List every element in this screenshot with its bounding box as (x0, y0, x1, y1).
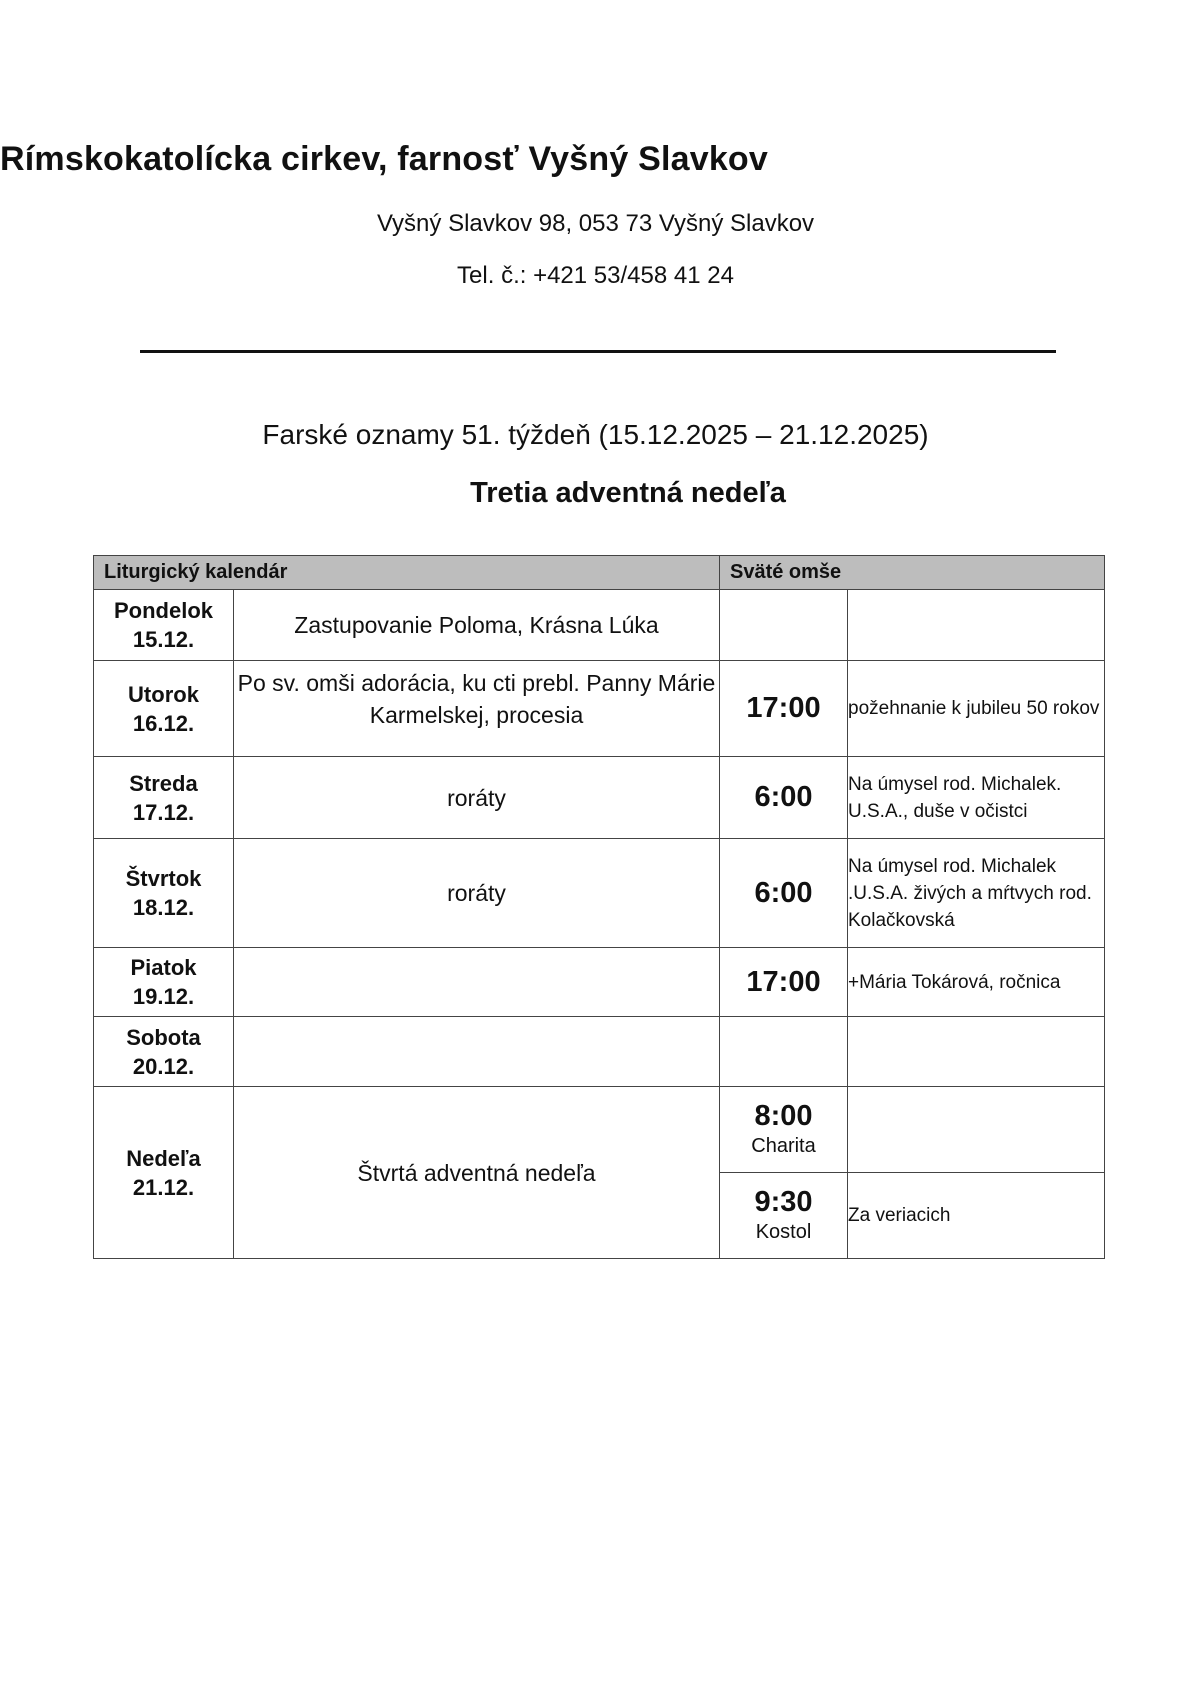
notice-title: Farské oznamy 51. týždeň (15.12.2025 – 21.12.2025) (262, 419, 929, 450)
mass-intention (848, 590, 1105, 661)
mass-time (720, 1017, 848, 1087)
day-name: Štvrtok (125, 866, 202, 891)
table-row (94, 1017, 1105, 1087)
event-cell: roráty (234, 839, 720, 948)
mass-intention: požehnanie k jubileu 50 rokov (848, 661, 1105, 757)
day-date: 19.12. (132, 984, 195, 1009)
day-cell (94, 1017, 234, 1087)
mass-location: Charita (751, 1135, 816, 1157)
event-cell (234, 948, 720, 1017)
day-date: 20.12. (132, 1053, 195, 1079)
day-name: Nedeľa (126, 1145, 201, 1171)
table-row (94, 839, 1105, 948)
day-date: 15.12. (132, 627, 195, 652)
mass-time: 8:00 (754, 1100, 813, 1132)
mass-time: 6:00 (720, 757, 848, 839)
table-row (94, 1087, 1105, 1173)
phone-number: Tel. č.: +421 53/458 41 24 (457, 262, 734, 289)
day-name: Piatok (130, 955, 197, 980)
day-name: Streda (129, 770, 198, 796)
mass-time: 17:00 (720, 948, 848, 1017)
day-name: Pondelok (113, 598, 213, 623)
mass-intention: Na úmysel rod. Michalek .U.S.A. živých a mŕtvych rod. Kolačkovská (848, 839, 1105, 948)
day-date: 18.12. (132, 895, 195, 920)
mass-intention: +Mária Tokárová, ročnica (848, 948, 1105, 1017)
day-cell (94, 661, 234, 757)
mass-time: 17:00 (720, 661, 848, 757)
mass-intention (848, 1087, 1105, 1173)
mass-time (720, 590, 848, 661)
day-cell (94, 757, 234, 839)
event-cell: Štvrtá adventná nedeľa (234, 1087, 720, 1259)
day-cell (94, 839, 234, 948)
table-row (94, 661, 1105, 757)
mass-time: 6:00 (720, 839, 848, 948)
event-cell: roráty (234, 757, 720, 839)
day-name: Sobota (126, 1024, 201, 1050)
day-cell (94, 590, 234, 661)
mass-location: Kostol (755, 1221, 812, 1243)
mass-time-cell (720, 1087, 848, 1173)
day-date: 17.12. (132, 799, 195, 825)
day-date: 21.12. (132, 1174, 195, 1200)
table-header-row (94, 556, 1105, 590)
event-cell: Po sv. omši adorácia, ku cti prebl. Panny Márie Karmelskej, procesia (234, 661, 720, 757)
table-row (94, 948, 1105, 1017)
column-header-holy-masses: Sväté omše (720, 556, 1105, 590)
day-cell (94, 948, 234, 1017)
mass-schedule-table (93, 555, 1105, 1259)
sunday-name: Tretia adventná nedeľa (470, 477, 786, 509)
mass-intention (848, 1017, 1105, 1087)
event-cell (234, 1017, 720, 1087)
column-header-liturgical-calendar: Liturgický kalendár (94, 556, 720, 590)
mass-intention: Za veriacich (848, 1173, 1105, 1259)
table-row (94, 590, 1105, 661)
mass-time: 9:30 (754, 1186, 813, 1218)
table-row (94, 757, 1105, 839)
address: Vyšný Slavkov 98, 053 73 Vyšný Slavkov (376, 210, 815, 237)
mass-intention: Na úmysel rod. Michalek. U.S.A., duše v očistci (848, 757, 1105, 839)
day-name: Utorok (128, 681, 199, 707)
day-date: 16.12. (132, 710, 195, 736)
header-divider (140, 350, 1056, 353)
day-cell (94, 1087, 234, 1259)
event-cell: Zastupovanie Poloma, Krásna Lúka (234, 590, 720, 661)
organization-title: Rímskokatolícka cirkev, farnosť Vyšný Slavkov (0, 140, 769, 178)
mass-time-cell (720, 1173, 848, 1259)
